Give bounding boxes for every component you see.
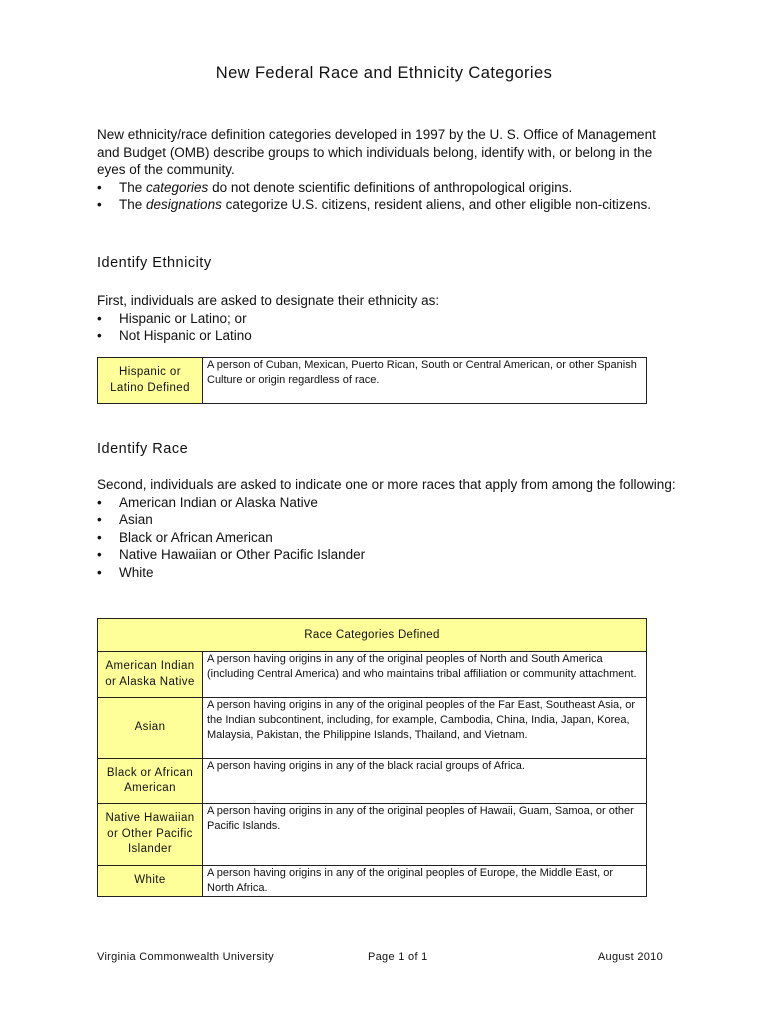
option-text: Asian	[119, 512, 153, 528]
row-label: Asian	[98, 698, 203, 759]
race-heading: Identify Race	[97, 441, 189, 457]
option-text: Not Hispanic or Latino	[119, 328, 252, 344]
race-option	[97, 529, 677, 547]
race-option	[97, 511, 677, 529]
table-row	[98, 866, 647, 897]
intro-bullets	[97, 179, 677, 214]
row-definition: A person having origins in any of the original peoples of North and South America (including Central America) and who maintains tribal affiliation or community attachment.	[203, 652, 647, 698]
row-definition: A person having origins in any of the black racial groups of Africa.	[203, 759, 647, 804]
ethnicity-lead: First, individuals are asked to designate their ethnicity as:	[97, 293, 440, 308]
row-label: Hispanic or Latino Defined	[98, 358, 203, 404]
race-option	[97, 546, 677, 564]
ethnicity-options	[97, 310, 677, 345]
option-text: Native Hawaiian or Other Pacific Islander	[119, 547, 366, 563]
table-header: Race Categories Defined	[98, 619, 647, 652]
bullet-glyph: •	[97, 328, 102, 344]
row-label: American Indian or Alaska Native	[98, 652, 203, 698]
ethnicity-heading: Identify Ethnicity	[97, 255, 212, 271]
ethnicity-definition-table	[97, 357, 647, 404]
bullet-glyph: •	[97, 547, 102, 563]
option-text: Black or African American	[119, 529, 273, 545]
option-text: Hispanic or Latino; or	[119, 310, 247, 326]
intro-bullet	[97, 196, 677, 214]
bullet-glyph: •	[97, 179, 102, 195]
table-row	[98, 759, 647, 804]
bullet-glyph: •	[97, 494, 102, 510]
bullet-emphasis: designations	[146, 197, 222, 213]
bullet-text-pre: The	[119, 179, 147, 195]
bullet-glyph: •	[97, 197, 102, 213]
race-lead: Second, individuals are asked to indicate one or more races that apply from among the following:	[97, 477, 676, 492]
row-definition: A person of Cuban, Mexican, Puerto Rican, South or Central American, or other Spanish Culture or origin regardless of race.	[203, 358, 647, 404]
bullet-emphasis: categories	[146, 179, 209, 195]
intro-paragraph: New ethnicity/race definition categories developed in 1997 by the U. S. Office of Management and Budget (OMB) describe groups to which individuals belong, identify with, or belong in the eyes of the community.	[97, 127, 656, 178]
bullet-glyph: •	[97, 512, 102, 528]
bullet-glyph: •	[97, 310, 102, 326]
ethnicity-option	[97, 310, 677, 328]
intro-section	[97, 126, 677, 214]
ethnicity-section	[97, 292, 677, 345]
race-option	[97, 494, 677, 512]
row-definition: A person having origins in any of the original peoples of the Far East, Southeast Asia, or the Indian subcontinent, including, for example, Cambodia, China, India, Japan, Korea, Malaysia, Pakistan, the Philippine Islands, Thailand, and Vietnam.	[203, 698, 647, 759]
race-options	[97, 494, 677, 582]
table-row	[98, 804, 647, 866]
footer-organization: Virginia Commonwealth University	[97, 951, 274, 963]
option-text: American Indian or Alaska Native	[119, 494, 318, 510]
row-definition: A person having origins in any of the original peoples of Europe, the Middle East, or North Africa.	[203, 866, 647, 897]
race-definition-table	[97, 618, 647, 897]
row-label: Black or African American	[98, 759, 203, 804]
race-section	[97, 476, 677, 582]
table-header-row	[98, 619, 647, 652]
footer-date: August 2010	[597, 951, 663, 963]
option-text: White	[119, 564, 154, 580]
bullet-glyph: •	[97, 564, 102, 580]
row-label: Native Hawaiian or Other Pacific Islander	[98, 804, 203, 866]
bullet-glyph: •	[97, 529, 102, 545]
bullet-text-post: categorize U.S. citizens, resident aliens, and other eligible non-citizens.	[221, 197, 652, 213]
bullet-text-post: do not denote scientific definitions of anthropological origins.	[208, 179, 573, 195]
table-row	[98, 698, 647, 759]
bullet-text-pre: The	[119, 197, 147, 213]
race-option	[97, 564, 677, 582]
table-row	[98, 358, 647, 404]
page-title: New Federal Race and Ethnicity Categories	[215, 64, 553, 82]
ethnicity-option	[97, 327, 677, 345]
intro-bullet	[97, 179, 677, 197]
footer-page-number: Page 1 of 1	[368, 951, 428, 963]
table-row	[98, 652, 647, 698]
row-definition: A person having origins in any of the original peoples of Hawaii, Guam, Samoa, or other Pacific Islands.	[203, 804, 647, 866]
row-label: White	[98, 866, 203, 897]
